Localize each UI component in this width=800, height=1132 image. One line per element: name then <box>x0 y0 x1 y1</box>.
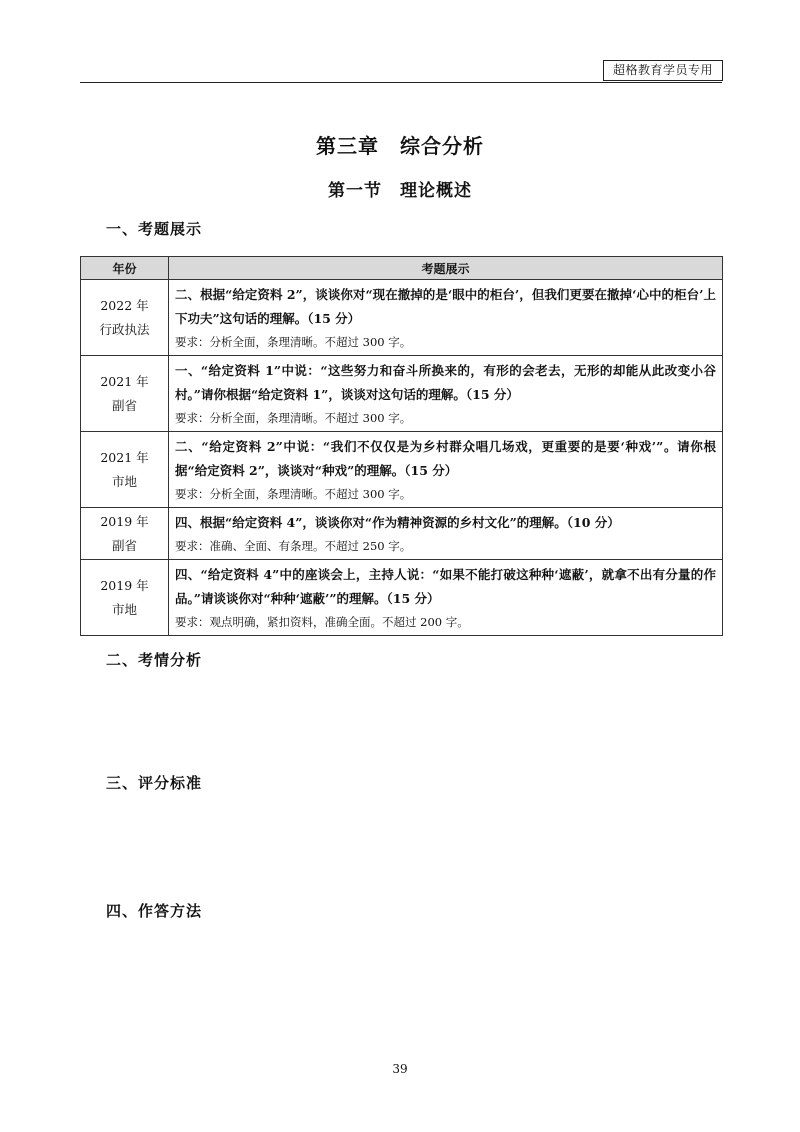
question-text: 二、根据“给定资料 2”，谈谈你对“现在撤掉的是‘眼中的柜台’，但我们更要在撤掉‘心中的柜台’上下功夫”这句话的理解。（15 分） <box>175 287 716 326</box>
question-cell <box>169 560 723 636</box>
question-text: 一、“给定资料 1”中说：“这些努力和奋斗所换来的，有形的会老去，无形的却能从此改变小谷村。”请你根据“给定资料 1”，谈谈对这句话的理解。（15 分） <box>175 363 716 402</box>
heading-exam-questions: 一、考题展示 <box>106 220 203 238</box>
requirement-text: 要求：观点明确，紧扣资料，准确全面。不超过 200 字。 <box>175 615 469 629</box>
year-cell <box>81 356 169 432</box>
column-header-question: 考题展示 <box>169 257 723 280</box>
question-cell <box>169 432 723 508</box>
region-text: 副省 <box>111 537 137 553</box>
region-text: 市地 <box>111 601 137 617</box>
heading-exam-analysis: 二、考情分析 <box>106 651 203 669</box>
table-row <box>81 560 723 636</box>
year-cell <box>81 560 169 636</box>
requirement-text: 要求：分析全面，条理清晰。不超过 300 字。 <box>175 335 412 349</box>
year-text: 2019 年 <box>100 513 149 529</box>
table-row <box>81 356 723 432</box>
year-text: 2019 年 <box>100 577 149 593</box>
year-text: 2021 年 <box>100 449 149 465</box>
table-row <box>81 280 723 356</box>
heading-scoring-criteria: 三、评分标准 <box>106 774 203 792</box>
year-text: 2022 年 <box>100 297 149 313</box>
question-cell <box>169 280 723 356</box>
page-number: 39 <box>392 1062 408 1076</box>
chapter-title: 第三章 综合分析 <box>316 134 484 158</box>
year-text: 2021 年 <box>100 373 149 389</box>
requirement-text: 要求：分析全面，条理清晰。不超过 300 字。 <box>175 411 412 425</box>
requirement-text: 要求：分析全面，条理清晰。不超过 300 字。 <box>175 487 412 501</box>
exam-questions-table <box>80 256 723 636</box>
region-text: 市地 <box>111 473 137 489</box>
student-only-badge: 超格教育学员专用 <box>603 60 723 81</box>
question-cell <box>169 508 723 560</box>
table-row <box>81 508 723 560</box>
requirement-text: 要求：准确、全面、有条理。不超过 250 字。 <box>175 539 412 553</box>
year-cell <box>81 432 169 508</box>
question-text: 四、根据“给定资料 4”，谈谈你对“作为精神资源的乡村文化”的理解。（10 分） <box>175 515 620 530</box>
question-text: 四、“给定资料 4”中的座谈会上，主持人说：“如果不能打破这种种‘遮蔽’，就拿不出有分量的作品。”请谈谈你对“种种‘遮蔽’”的理解。（15 分） <box>175 567 716 606</box>
question-cell <box>169 356 723 432</box>
year-cell <box>81 508 169 560</box>
year-cell <box>81 280 169 356</box>
region-text: 副省 <box>111 397 137 413</box>
table-row <box>81 432 723 508</box>
column-header-year: 年份 <box>81 257 169 280</box>
region-text: 行政执法 <box>99 321 150 337</box>
section-title: 第一节 理论概述 <box>328 181 472 201</box>
question-text: 二、“给定资料 2”中说：“我们不仅仅是为乡村群众唱几场戏，更重要的是要‘种戏’”。请你根据“给定资料 2”，谈谈对“种戏”的理解。（15 分） <box>175 439 716 478</box>
header-divider <box>80 82 722 83</box>
heading-answer-method: 四、作答方法 <box>106 902 203 920</box>
table-header-row <box>81 257 723 280</box>
